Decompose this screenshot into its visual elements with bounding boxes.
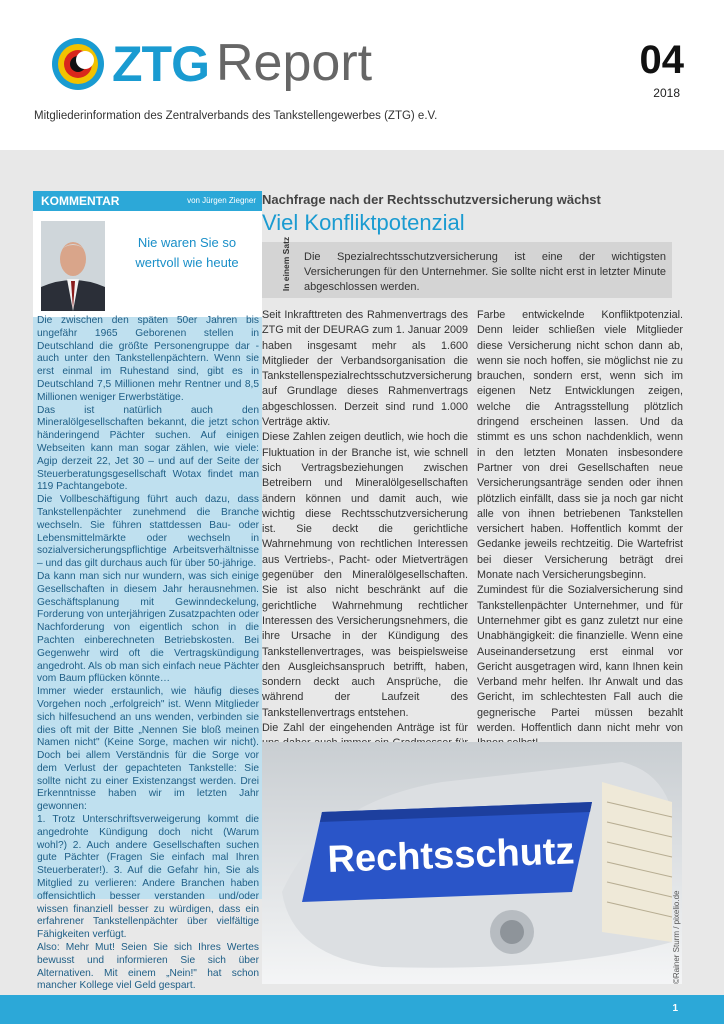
kommentar-header bbox=[33, 191, 262, 211]
issue-number: 04 bbox=[639, 38, 684, 82]
brand-report: Report bbox=[216, 34, 373, 92]
kommentar-title: KOMMENTAR bbox=[41, 194, 120, 208]
kommentar-sidebar bbox=[33, 191, 262, 992]
kommentar-author: von Jürgen Ziegner bbox=[187, 196, 256, 205]
article-headline: Viel Konfliktpotenzial bbox=[262, 210, 465, 235]
summary-text: Die Spezialrechtsschutzversicherung ist eine der wichtigsten Versicherungen für den Unternehmer. Sie sollte nicht erst in letzter Minute abgeschlossen werden. bbox=[304, 251, 666, 293]
kommentar-quote: Nie waren Sie so wertvoll wie heute bbox=[135, 235, 239, 270]
issue-year: 2018 bbox=[653, 86, 680, 100]
ztg-logo-icon bbox=[50, 36, 106, 92]
author-portrait bbox=[41, 221, 105, 311]
publication-subtitle: Mitgliederinformation des Zentralverbands des Tankstellengewerbes (ZTG) e.V. bbox=[34, 110, 438, 122]
page-number: 1 bbox=[672, 1003, 678, 1014]
kommentar-intro bbox=[33, 211, 262, 317]
article-summary-box bbox=[262, 236, 672, 298]
summary-label: In einem Satz bbox=[281, 236, 291, 292]
brand-name: ZTG bbox=[112, 36, 209, 92]
article-column-2: Farbe entwickelnde Konfliktpotenzial. Denn leider schließen viele Mitglieder diese Versicherung nicht schon dann ab, wenn sie noch hoffen, sie möglichst nie zu brauchen, sondern erst, wenn sich im eigenen Netz Entwicklungen zeigen, welche die Antragsstellung plötzlich dringend erscheinen lassen. Und da stimmt es uns schon nachdenklich, wenn in den letzten Monaten insbesondere Partner von drei Gesellschaften neue Versicherungsanträge senden oder ihnen plötzlich einfällt, dass sie ja noch gar nicht alle von ihnen betriebenen Tankstellen versichert haben. Hoffentlich kommt der Gedanke jeweils rechtzeitig. Die Wartefrist bei dieser Versicherung beträgt drei Monate nach Versicherungsbeginn. Zumindest für die Sozialversicherung sind Tankstellenpächter Unternehmer, und für Unternehmer gibt es ganz zuletzt nur eine Unabhängigkeit: die finanzielle. Wenn eine Auseinandersetzung erst einmal vor Gericht ausgetragen wird, kann Ihnen kein Verband mehr helfen. Ihr Anwalt und das Gericht, im schlechtesten Fall auch die gegnerische Partei müssen bezahlt werden. Hoffentlich dann nicht mehr von bbox=[477, 309, 683, 735]
binder-photo bbox=[262, 742, 682, 984]
binder-label: Rechtsschutz bbox=[326, 830, 576, 881]
page-footer bbox=[0, 995, 724, 1024]
article-column-1: Seit Inkrafttreten des Rahmenvertrags des ZTG mit der DEURAG zum 1. Januar 2009 haben insgesamt mehr als 1.600 Mitglieder der Verbandsorganisation die Tankstellenspezialrechtsschutzversicherung auf Grundlage dieses Rahmenvertrags abgeschlossen. Derzeit sind rund 1.000 Verträge aktiv. Diese Zahlen zeigen deutlich, wie hoch die Fluktuation in der Branche ist, wie schnell sich Vertragsbeziehungen zwischen Betreibern und Mineralölgesellschaften ändern können und damit auch, wie wichtig diese Rechtsschutzversicherung ist. Sie deckt die gerichtliche Wahrnehmung von rechtlichen Interessen aus Vertriebs-, Pacht- oder Mietverträgen gegenüber den Mineralölgesellschaften. Sie ist also nicht beschränkt auf die gerichtliche Wahrnehmung rechtlicher Interessen des Versicherungsnehmers, die ihre Ursache in der Kündigung des Tankstellenvertrages, was beispielsweise den Ausgleichsanspruch betrifft, haben, sondern deckt auch Ansprüche, die während der Laufzeit des Tankstellenvertrags entstehen. Die Zahl der eingehenden Anträge ist für bbox=[262, 309, 473, 735]
image-credit: ©Rainer Sturm / pixelio.de bbox=[672, 890, 681, 984]
kommentar-body: Die zwischen den späten 50er Jahren bis ungefähr 1965 Geborenen stellen in Deutschland die größte Personengruppe dar - auch unter den Tankstellenpächtern. Wenn sie erst einmal im Ruhestand sind, gibt es in Deutschland 7,5 Millionen mehr Rentner und 8,5 Millionen weniger Erwerbstätige. Das ist natürlich auch den Mineralölgesellschaften bekannt, die jetzt schon händeringend Pächter suchen. Auf einigen Webseiten kann man sogar zählen, wie viele: Agip derzeit 22, Jet 30 – und auf der Seite der Steuerberatungsgesellschaft Wotax findet man 119 Pachtangebote. Die Vollbeschäftigung führt auch dazu, dass Tankstellenpächter zunehmend die Branche wechseln. Sie führen stattdessen Bau- oder Lebensmittelmärkte oder wechseln in sozialversicherungspflichtige Arbeitsverhältnisse – und das gilt durchaus auch für über 50-jährige. Da kann man sich nur wundern, was sich einige Gesellschaften in diesem Jahr herausnehmen. Geschäftsplanung mit Gewinndeckelung, Forderung von unterjährigen Zusatzpachten oder Nachforderung von eigentlich schon in die Pachten einberechneten Betriebskosten. Bei Gegenwehr wird oft die Vertragskündigung angedroht. Als ob man sich einfach neue Pächter vom Baum pflücken könnte… Immer wieder erstaunlich, wie häufig dieses Vorgehen noch „erfolgreich" ist. Wenn Mitglieder sich hilfesuchend an uns wenden, verbinden sie dies oft mit der Bitte „Nennen Sie bloß meinen Namen nicht" (Keine Sorge, machen wir nicht). Doch bei allem Verständnis für die Sorge vor dem Verlust der gepachteten Tankstelle: Sie sollte nicht zu einer Existenzangst werden. Drei Erkenntnisse haben wir im letzten Jahr gewonnen: 1. Trotz Unterschriftsverweigerung kommt die angedrohte Kündigung doch nicht (Warum wohl?) 2. Auch andere Gesellschaften suchen gute Pächter (Fragen Sie einfach mal Ihren Steuerberater!). 3. Auf die Gefahr hin, Sie als Mitglied zu verlieren: Andere Branchen haben offensichtlich besser verstanden und/oder wissen finanziell besser zu würdigen, dass ein erfahrener Tankstellenpächter über vielfältige Fähigkeiten verfügt. Also: Mehr Mut! Seien Sie sich Ihres Wertes bewusst und informieren Sie sich über Alternativen. Mit einem „Nein!" hat schon mancher Kollege viel Geld gespart. bbox=[37, 315, 260, 992]
article-kicker: Nachfrage nach der Rechtsschutzversicherung wächst bbox=[262, 192, 601, 207]
page-header bbox=[0, 0, 724, 150]
